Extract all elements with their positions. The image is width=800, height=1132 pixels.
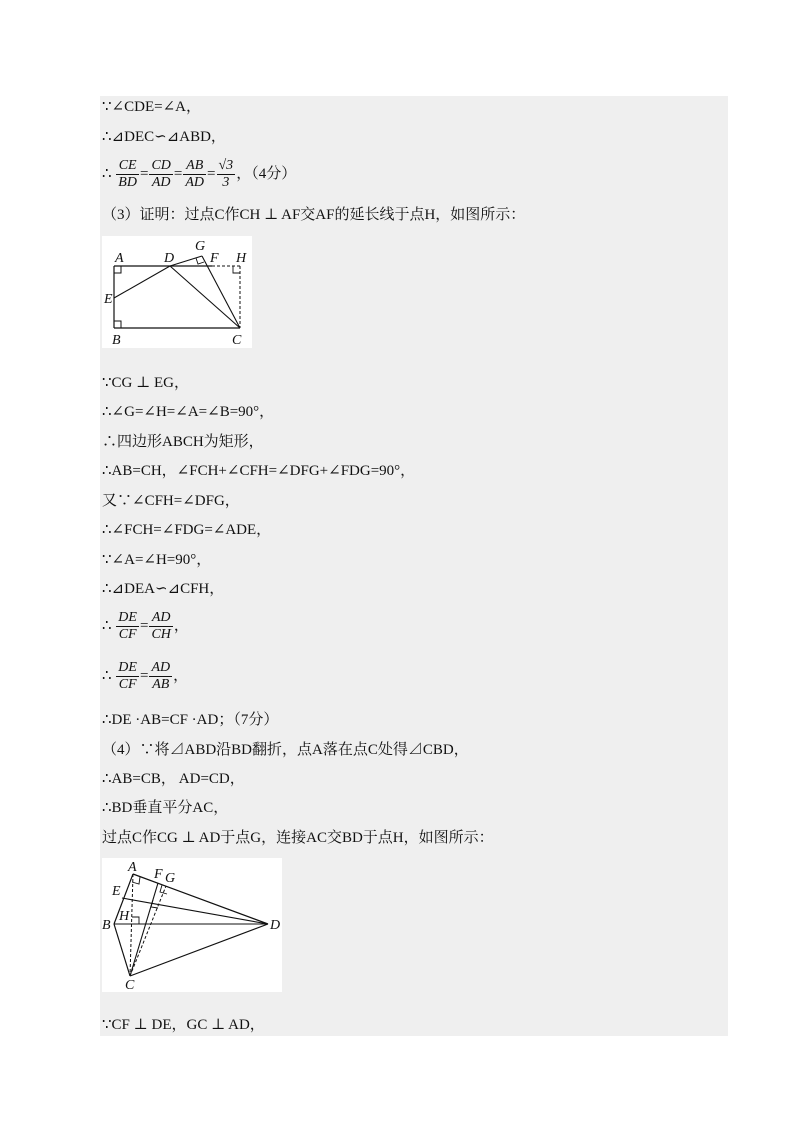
label-d: D xyxy=(270,918,281,933)
text-line-12: ∴⊿DEA∽⊿CFH， xyxy=(102,581,225,597)
text-line-11: ∵∠A=∠H=90°， xyxy=(102,552,212,568)
text-line-10: ∴∠FCH=∠FDG=∠ADE， xyxy=(102,522,272,538)
text-line-18: ∴BD垂直平分AC， xyxy=(102,800,229,816)
fraction-de-cf-2: $\frac{DE}{CF}$ xyxy=(118,660,137,692)
score-note-4: ，（4分） xyxy=(236,165,297,182)
text-line-4: （3）证明：过点C作CH ⊥ AF交AF的延长线于点H，如图所示： xyxy=(102,207,526,223)
label-g: G xyxy=(165,871,176,886)
text-line-16: （4）∵将⊿ABD沿BD翻折，点A落在点C处得⊿CBD， xyxy=(102,742,469,758)
fraction-ab-ad: $\frac{AB}{AD}$ xyxy=(185,158,205,190)
text-line-20: ∵CF ⊥ DE，GC ⊥ AD， xyxy=(102,1017,265,1033)
label-b: B xyxy=(112,333,121,348)
label-c: C xyxy=(125,978,135,992)
text-line-1: ∵∠CDE=∠A， xyxy=(102,99,201,115)
therefore-symbol: ∴ xyxy=(102,617,112,634)
label-e: E xyxy=(112,884,121,899)
text-line-14: ∴ $\frac{DE}{CF}$ = $\frac{AD}{AB}$ ， xyxy=(102,660,189,692)
fraction-sqrt3-3: $\frac{√3}{3}$ xyxy=(218,158,234,190)
label-a: A xyxy=(128,860,137,875)
fraction-ce-bd: $\frac{CE}{BD}$ xyxy=(118,158,137,190)
label-d: D xyxy=(164,251,175,266)
figure-kite xyxy=(102,858,282,992)
label-f: F xyxy=(154,867,163,882)
fraction-de-cf: $\frac{DE}{CF}$ xyxy=(118,610,137,642)
text-line-19: 过点C作CG ⊥ AD于点G，连接AC交BD于点H，如图所示： xyxy=(102,830,494,846)
text-line-7: ∴四边形ABCH为矩形， xyxy=(102,434,264,450)
figure-kite-svg xyxy=(102,858,282,992)
text-line-8: ∴AB=CH，∠FCH+∠CFH=∠DFG+∠FDG=90°， xyxy=(102,463,416,479)
fraction-ad-ch: $\frac{AD}{CH}$ xyxy=(151,610,171,642)
label-f: F xyxy=(210,251,219,266)
text-line-6: ∴∠G=∠H=∠A=∠B=90°， xyxy=(102,404,275,420)
text-line-2: ∴⊿DEC∽⊿ABD， xyxy=(102,129,226,145)
label-b: B xyxy=(102,918,111,933)
text-line-17: ∴AB=CB， AD=CD， xyxy=(102,771,245,787)
label-e: E xyxy=(104,292,113,307)
text-line-3: ∴ $\frac{CE}{BD}$ = $\frac{CD}{AD}$ = $\frac{AB}{AD}$ = $\frac{√3}{3}$ ，（4分） xyxy=(102,158,297,190)
fraction-cd-ad: $\frac{CD}{AD}$ xyxy=(151,158,171,190)
figure-rectangle-svg xyxy=(102,236,252,348)
label-a: A xyxy=(115,251,124,266)
fraction-ad-ab: $\frac{AD}{AB}$ xyxy=(151,660,171,692)
label-h: H xyxy=(236,251,247,266)
label-h: H xyxy=(119,909,130,924)
therefore-symbol: ∴ xyxy=(102,165,112,182)
therefore-symbol: ∴ xyxy=(102,667,112,684)
text-line-13: ∴ $\frac{DE}{CF}$ = $\frac{AD}{CH}$ ， xyxy=(102,610,189,642)
figure-rectangle xyxy=(102,236,252,348)
text-line-15: ∴DE ·AB=CF ·AD；（7分） xyxy=(102,712,279,728)
label-c: C xyxy=(232,333,242,348)
label-g: G xyxy=(195,239,206,254)
text-line-9: 又∵∠CFH=∠DFG， xyxy=(102,493,240,509)
text-line-5: ∵CG ⊥ EG， xyxy=(102,375,189,391)
